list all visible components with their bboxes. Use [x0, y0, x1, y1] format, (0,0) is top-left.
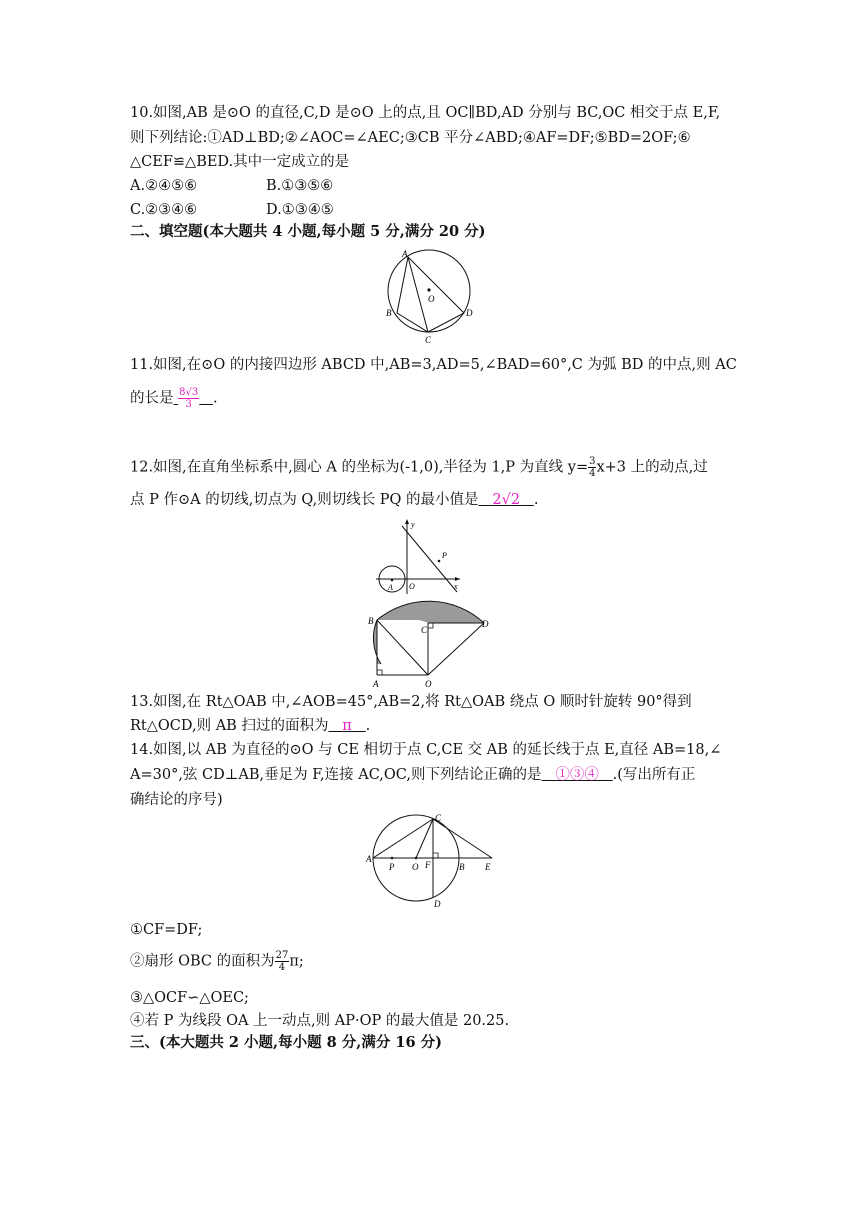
q13-line1: 13.如图,在 Rt△OAB 中,∠AOB=45°,AB=2,将 Rt△OAB 绕点 O 顺时针旋转 90°得到: [130, 694, 692, 710]
q14-line2b: .(写出所有正: [612, 767, 696, 783]
q14-line2: [130, 765, 695, 785]
q12-answer: 2√2: [492, 492, 521, 508]
q12-frac-num: 3: [589, 456, 596, 467]
fig12-label-p: P: [442, 551, 447, 560]
q14-frac-den: 4: [278, 962, 286, 973]
q14-line3: 确结论的序号): [130, 792, 223, 808]
fig12-label-o: O: [409, 582, 415, 591]
q10-option-c: C.②③④⑥: [130, 202, 198, 218]
q11-line2: [130, 387, 218, 410]
q10-option-b: B.①③⑤⑥: [266, 178, 334, 194]
fig14-label-b: B: [459, 862, 465, 872]
fig13-label-d: D: [482, 619, 489, 629]
q14-statement-2: [130, 950, 304, 973]
fig12-label-a: A: [388, 583, 393, 592]
fig13-label-o: O: [425, 679, 432, 689]
q14-statement-2a: ②扇形 OBC 的面积为: [130, 953, 275, 970]
fig14-label-c: C: [435, 813, 442, 823]
fig13-label-c: C: [421, 625, 428, 635]
fig11-label-c: C: [425, 335, 432, 345]
q13-line2: [130, 716, 370, 736]
q12-line1: [130, 456, 708, 479]
q14-statement-1: ①CF=DF;: [130, 922, 203, 938]
q14-answer: ①③④: [555, 767, 599, 783]
q14-line1: 14.如图,以 AB 为直径的⊙O 与 CE 相切于点 C,CE 交 AB 的延长线于点 E,直径 AB=18,∠: [130, 742, 722, 758]
q11-answer-den: 3: [185, 399, 192, 410]
q12-line2a: 点 P 作⊙A 的切线,切点为 Q,则切线长 PQ 的最小值是: [130, 492, 479, 508]
section-3-heading: 三、(本大题共 2 小题,每小题 8 分,满分 16 分): [130, 1034, 442, 1051]
q12-line2: [130, 490, 539, 510]
fig13-label-b: B: [368, 616, 374, 626]
q13-answer: π: [342, 718, 352, 734]
q14-statement-2b: π;: [289, 953, 304, 970]
q12-line2b: .: [533, 492, 539, 508]
figure-11-cyclic-quadrilateral: [375, 245, 495, 345]
fig11-label-b: B: [386, 308, 392, 318]
fig14-label-o: O: [412, 862, 419, 872]
q14-statement-4: ④若 P 为线段 OA 上一动点,则 AP·OP 的最大值是 20.25.: [130, 1013, 510, 1029]
q14-line2a: A=30°,弦 CD⊥AB,垂足为 F,连接 AC,OC,则下列结论正确的是: [130, 767, 542, 783]
q11-line1: 11.如图,在⊙O 的内接四边形 ABCD 中,AB=3,AD=5,∠BAD=60°,C 为弧 BD 的中点,则 AC: [130, 357, 737, 373]
figure-12-coordinate-plane: [372, 514, 464, 596]
q11-answer: [178, 387, 199, 410]
fig14-label-d: D: [434, 899, 441, 908]
figure-13-rotation-sweep: [366, 598, 496, 690]
q14-statement-3: ③△OCF∽△OEC;: [130, 990, 249, 1006]
fig13-label-a: A: [373, 679, 379, 689]
q11-suffix: .: [213, 390, 218, 407]
q10-line1: 10.如图,AB 是⊙O 的直径,C,D 是⊙O 上的点,且 OC∥BD,AD 分别与 BC,OC 相交于点 E,F,: [130, 105, 721, 121]
q10-option-a: A.②④⑤⑥: [130, 178, 198, 194]
fig14-label-f: F: [425, 860, 431, 870]
q12-frac-den: 4: [589, 468, 596, 479]
q12-line1a: 12.如图,在直角坐标系中,圆心 A 的坐标为(-1,0),半径为 1,P 为直线 y=: [130, 459, 589, 476]
q10-line3: △CEF≌△BED.其中一定成立的是: [130, 154, 350, 170]
fig12-label-y: y: [411, 520, 415, 529]
q10-option-d: D.①③④⑤: [266, 202, 334, 218]
fig11-label-o: O: [428, 294, 435, 304]
q13-line2b: .: [365, 718, 371, 734]
fig11-label-a: A: [402, 249, 408, 259]
q14-sector-fraction: [275, 950, 290, 973]
q14-frac-num: 27: [275, 950, 289, 961]
fig11-label-d: D: [466, 308, 473, 318]
q10-line2: 则下列结论:①AD⊥BD;②∠AOC=∠AEC;③CB 平分∠ABD;④AF=DF;⑤BD=2OF;⑥: [130, 130, 691, 146]
section-2-heading: 二、填空题(本大题共 4 小题,每小题 5 分,满分 20 分): [130, 223, 486, 240]
fig14-label-a: A: [366, 854, 372, 864]
q11-answer-num: 8√3: [179, 387, 199, 398]
q12-line1b: x+3 上的动点,过: [596, 459, 708, 476]
fig14-label-p: P: [389, 862, 395, 872]
fig12-label-x: x: [454, 582, 458, 591]
figure-14-circle-tangent: [364, 812, 498, 908]
fig14-label-e: E: [485, 862, 491, 872]
q13-line2a: Rt△OCD,则 AB 扫过的面积为: [130, 718, 329, 734]
q11-prefix: 的长是: [130, 390, 174, 407]
